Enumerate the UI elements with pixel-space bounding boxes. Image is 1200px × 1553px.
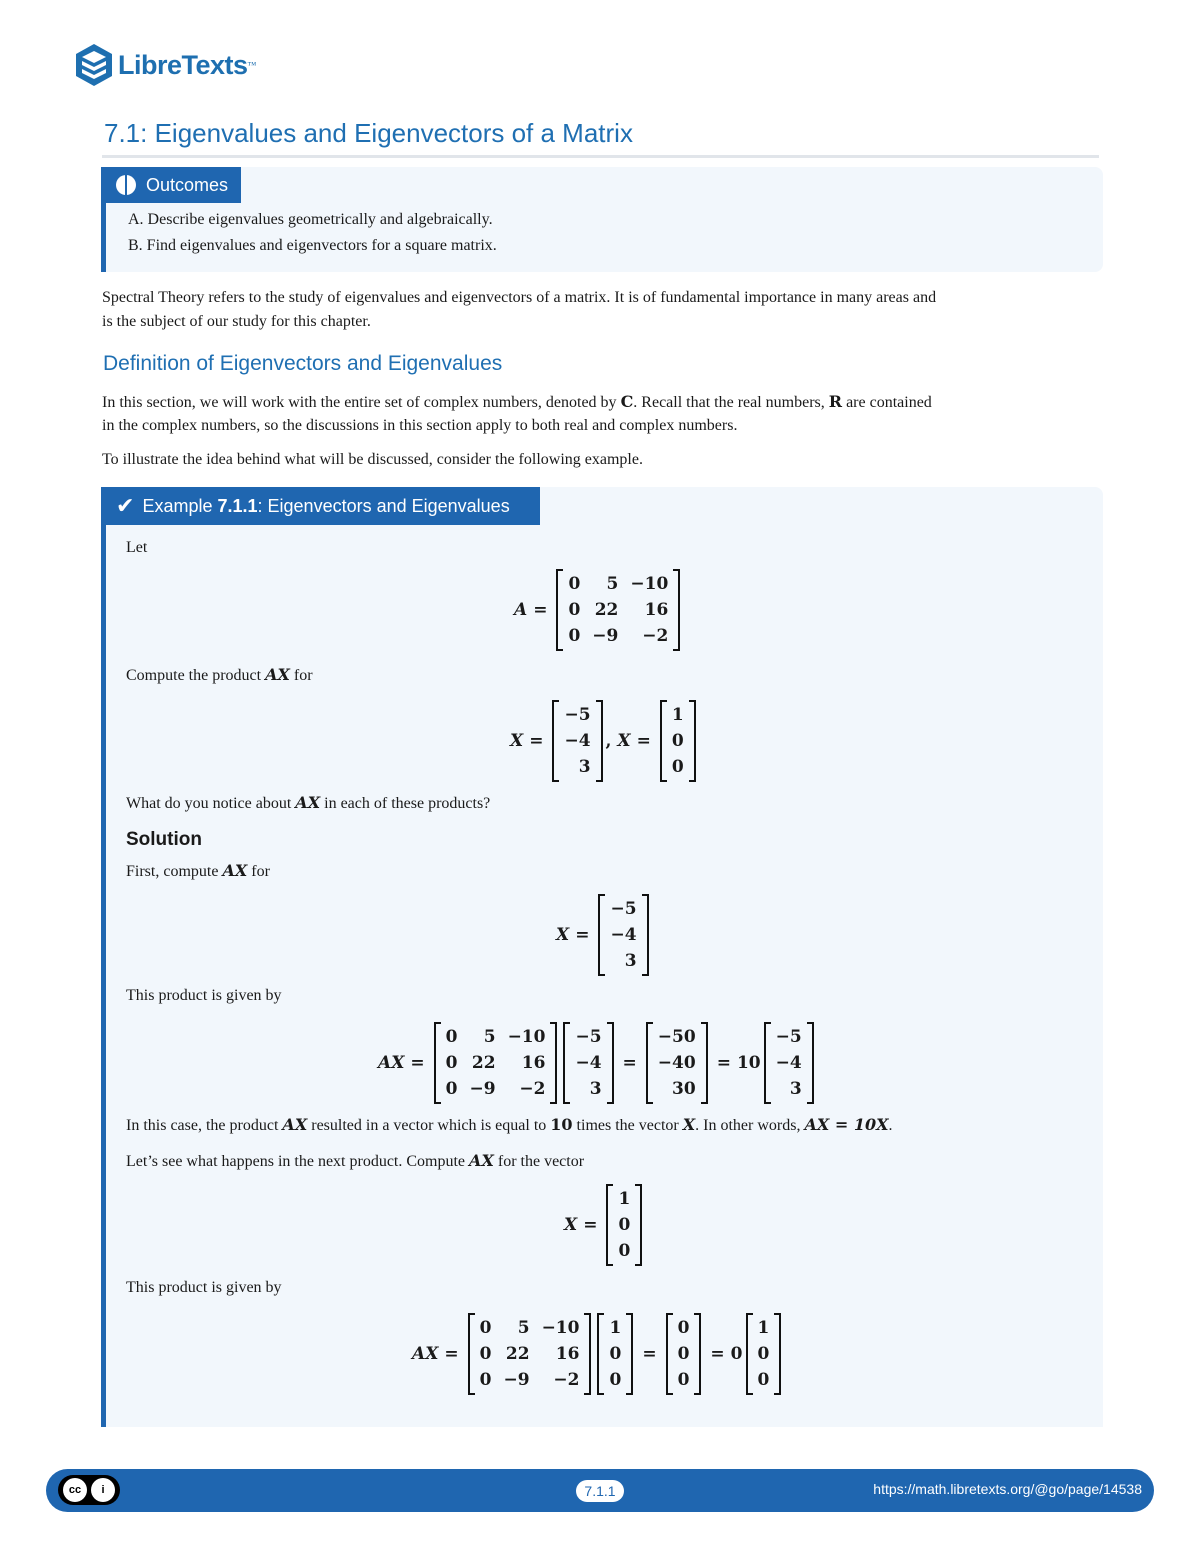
- page-title: 7.1: Eigenvalues and Eigenvectors of a Matrix: [104, 118, 633, 148]
- product1-equation: AX = 0 5 −10 0 22 16 0 −9 −2 −5 −4 3 = −50 −40 30 = 10 −5 −4 3: [378, 1022, 817, 1104]
- product2-equation: AX = 0 5 −10 0 22 16 0 −9 −2 1 0 0 = 0 0 0 = 0 1 0 0: [412, 1313, 784, 1395]
- section-paragraph: To illustrate the idea behind what will be discussed, consider the following example.: [102, 451, 643, 468]
- result-vector: −50 −40 30: [646, 1022, 708, 1104]
- vector-X1: −5 −4 3: [764, 1022, 814, 1104]
- section-paragraph-line: in the complex numbers, so the discussions in this section apply to both real and complex numbers.: [102, 417, 738, 434]
- page-url-link[interactable]: https://math.libretexts.org/@go/page/14538: [873, 1481, 1142, 1497]
- outcome-item: B. Find eigenvalues and eigenvectors for a square matrix.: [128, 237, 497, 254]
- libretexts-logo-icon: [74, 42, 114, 88]
- checkmark-icon: ✔: [116, 493, 135, 518]
- x-vectors-equation: X = −5 −4 3 , X = 1 0 0: [510, 700, 699, 782]
- intro-line: is the subject of our study for this chapter.: [102, 313, 371, 330]
- example-box: [101, 487, 1103, 1427]
- notice-question: What do you notice about AX in each of these products?: [126, 793, 491, 812]
- matrix-A-equation: A = 0 5 −10 0 22 16 0 −9 −2: [514, 569, 683, 651]
- outcomes-box: [101, 167, 1103, 272]
- outcomes-icon: [116, 175, 136, 195]
- vector-X2: 1 0 0: [660, 700, 696, 782]
- cc-icon: cc: [63, 1478, 87, 1502]
- case-text: In this case, the product AX resulted in a vector which is equal to 10 times the vector X. In other words, AX = 10X.: [126, 1115, 893, 1134]
- vector-X1: −5 −4 3: [552, 700, 602, 782]
- next-product-text: Let’s see what happens in the next product. Compute AX for the vector: [126, 1151, 585, 1170]
- compute-text: Compute the product AX for: [126, 665, 313, 684]
- real-set-symbol: R: [828, 392, 843, 411]
- complex-set-symbol: C: [620, 392, 634, 411]
- vector-X1: −5 −4 3: [598, 894, 648, 976]
- outcomes-tab: [106, 167, 241, 203]
- section-paragraph-line: In this section, we will work with the entire set of complex numbers, denoted by C. Recall that the real numbers, R are contained: [102, 392, 932, 411]
- outcomes-label: Outcomes: [146, 174, 229, 195]
- let-text: Let: [126, 539, 148, 556]
- product-given-text: This product is given by: [126, 1279, 282, 1296]
- brand-trademark: ™: [247, 60, 257, 70]
- matrix-A: 0 5 −10 0 22 16 0 −9 −2: [434, 1022, 558, 1104]
- example-tab: [106, 487, 540, 525]
- cc-license-badge[interactable]: [58, 1475, 120, 1505]
- outcome-item: A. Describe eigenvalues geometrically and algebraically.: [128, 211, 493, 228]
- solution-heading: Solution: [126, 829, 202, 850]
- matrix-A: 0 5 −10 0 22 16 0 −9 −2: [468, 1313, 592, 1395]
- attribution-icon: i: [91, 1478, 115, 1502]
- brand-name: LibreTexts: [118, 49, 248, 80]
- x1-equation: X = −5 −4 3: [556, 894, 652, 976]
- intro-line: Spectral Theory refers to the study of eigenvalues and eigenvectors of a matrix. It is of fundamental importance in many areas and: [102, 289, 937, 306]
- zero-vector: 0 0 0: [666, 1313, 702, 1395]
- footer-bar: [46, 1469, 1154, 1512]
- title-divider: [102, 155, 1099, 158]
- example-label: Example 7.1.1: Eigenvectors and Eigenvalues: [142, 495, 510, 516]
- vector-X2: 1 0 0: [606, 1184, 642, 1266]
- vector-X1: −5 −4 3: [563, 1022, 613, 1104]
- product-given-text: This product is given by: [126, 987, 282, 1004]
- first-compute-text: First, compute AX for: [126, 861, 270, 880]
- matrix-A: 0 5 −10 0 22 16 0 −9 −2: [556, 569, 680, 651]
- vector-X2: 1 0 0: [597, 1313, 633, 1395]
- libretexts-logo[interactable]: [74, 42, 256, 88]
- vector-X2: 1 0 0: [746, 1313, 782, 1395]
- x2-equation: X = 1 0 0: [564, 1184, 645, 1266]
- page-number: 7.1.1: [576, 1480, 624, 1502]
- section-heading: Definition of Eigenvectors and Eigenvalues: [103, 352, 503, 375]
